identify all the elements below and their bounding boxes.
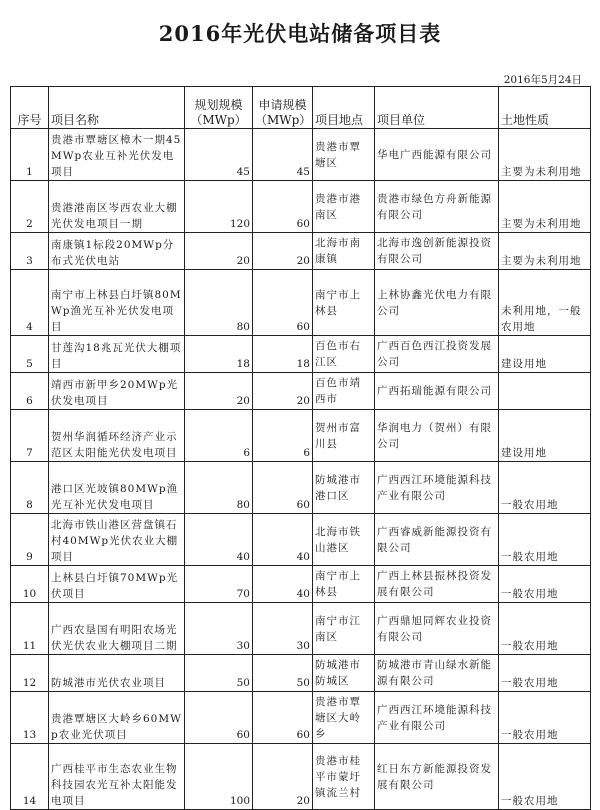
row-company: 广西百色西江投资发展公司 [375,336,499,373]
row-name: 贵港港南区岑西农业大棚光伏发电项目一期 [49,181,185,233]
header-planned: 规划规模（MWp） [185,87,253,129]
row-index: 11 [11,603,49,655]
row-location: 贵港市港南区 [313,181,375,233]
row-company: 广西睿威新能源投资有限公司 [375,514,499,566]
row-applied: 20 [253,373,313,410]
row-company: 红日东方新能源投资发展有限公司 [375,744,499,810]
row-land: 一般农用地 [499,692,591,744]
header-applied: 申请规模（MWp） [253,87,313,129]
row-location: 百色市右江区 [313,336,375,373]
row-location: 贵港市桂平市蒙圩镇流兰村 [313,744,375,810]
row-location: 北海市铁山港区 [313,514,375,566]
row-name: 甘莲沟18兆瓦光伏大棚项目 [49,336,185,373]
table-row [11,410,591,462]
row-planned: 70 [185,566,253,603]
table-row [11,270,591,336]
row-land: 主要为未利用地 [499,233,591,270]
row-applied: 20 [253,233,313,270]
table-row [11,514,591,566]
row-company: 广西拓瑞能源有限公司 [375,373,499,410]
row-name: 靖西市新甲乡20MWp光伏发电项目 [49,373,185,410]
row-land: 主要为未利用地 [499,181,591,233]
row-applied: 18 [253,336,313,373]
row-index: 13 [11,692,49,744]
row-name: 贵港覃塘区大岭乡60MWp农业光伏项目 [49,692,185,744]
table-row [11,603,591,655]
row-applied: 50 [253,655,313,692]
row-planned: 6 [185,410,253,462]
table-row [11,692,591,744]
row-company: 贵港市绿色方舟新能源有限公司 [375,181,499,233]
table-row [11,181,591,233]
row-planned: 20 [185,233,253,270]
row-index: 2 [11,181,49,233]
row-index: 7 [11,410,49,462]
row-land: 未利用地，一般农用地 [499,270,591,336]
row-planned: 50 [185,655,253,692]
row-location: 防城港市港口区 [313,462,375,514]
row-location: 贵港市覃塘区 [313,129,375,181]
row-planned: 18 [185,336,253,373]
row-land: 一般农用地 [499,566,591,603]
row-company: 上林协鑫光伏电力有限公司 [375,270,499,336]
row-company: 华润电力（贺州）有限公司 [375,410,499,462]
table-row [11,744,591,810]
row-name: 北海市铁山港区营盘镇石村40MWp光伏农业大棚项目 [49,514,185,566]
row-name: 南康镇1标段20MWp分布式光伏电站 [49,233,185,270]
row-planned: 30 [185,603,253,655]
row-name: 港口区光坡镇80MWp渔光互补光伏发电项目 [49,462,185,514]
table-row [11,655,591,692]
row-land: 主要为未利用地 [499,129,591,181]
row-land: 建设用地 [499,410,591,462]
row-location: 防城港市防城区 [313,655,375,692]
row-land: 建设用地 [499,336,591,373]
row-index: 6 [11,373,49,410]
row-index: 3 [11,233,49,270]
row-location: 百色市靖西市 [313,373,375,410]
row-company: 华电广西能源有限公司 [375,129,499,181]
row-company: 北海市逸创新能源投资有限公司 [375,233,499,270]
row-applied: 6 [253,410,313,462]
table-row [11,336,591,373]
row-company: 广西西江环境能源科技产业有限公司 [375,692,499,744]
row-index: 12 [11,655,49,692]
row-applied: 60 [253,692,313,744]
row-applied: 45 [253,129,313,181]
row-name: 贵港市覃塘区樟木一期45MWp农业互补光伏发电项目 [49,129,185,181]
row-applied: 30 [253,603,313,655]
row-planned: 60 [185,692,253,744]
row-name: 上林县白圩镇70MWp光伏项目 [49,566,185,603]
row-applied: 40 [253,566,313,603]
row-planned: 80 [185,270,253,336]
row-location: 南宁市上林县 [313,566,375,603]
row-index: 10 [11,566,49,603]
header-company: 项目单位 [375,87,499,129]
header-location: 项目地点 [313,87,375,129]
row-index: 14 [11,744,49,810]
row-planned: 45 [185,129,253,181]
row-land: 一般农用地 [499,514,591,566]
row-land: 一般农用地 [499,744,591,810]
row-index: 9 [11,514,49,566]
row-land [499,373,591,410]
header-name: 项目名称 [49,87,185,129]
row-applied: 60 [253,462,313,514]
row-applied: 60 [253,270,313,336]
table-row [11,233,591,270]
row-planned: 80 [185,462,253,514]
table-row [11,566,591,603]
row-company: 防城港市青山绿水新能源有限公司 [375,655,499,692]
row-company: 广西上林县振林投资发展有限公司 [375,566,499,603]
row-company: 广西西江环境能源科技产业有限公司 [375,462,499,514]
row-company: 广西鼎旭同辉农业投资有限公司 [375,603,499,655]
row-index: 4 [11,270,49,336]
header-index: 序号 [11,87,49,129]
row-name: 广西桂平市生态农业生物科技园农光互补太阳能发电项目 [49,744,185,810]
row-index: 8 [11,462,49,514]
row-location: 北海市南康镇 [313,233,375,270]
header-land: 土地性质 [499,87,591,129]
row-land: 一般农用地 [499,603,591,655]
row-land: 一般农用地 [499,462,591,514]
row-name: 防城港市光伏农业项目 [49,655,185,692]
table-row [11,373,591,410]
table-row [11,462,591,514]
row-land: 一般农用地 [499,655,591,692]
table-row [11,129,591,181]
row-planned: 20 [185,373,253,410]
row-name: 南宁市上林县白圩镇80MWp渔光互补光伏发电项目 [49,270,185,336]
row-planned: 100 [185,744,253,810]
document-title: 2016年光伏电站储备项目表 [158,21,442,46]
row-index: 5 [11,336,49,373]
row-location: 贵港市覃塘区大岭乡 [313,692,375,744]
row-applied: 40 [253,514,313,566]
row-location: 贺州市富川县 [313,410,375,462]
row-location: 南宁市上林县 [313,270,375,336]
row-planned: 120 [185,181,253,233]
document-date: 2016年5月24日 [503,74,582,86]
table-header-row [11,87,591,129]
row-applied: 20 [253,744,313,810]
project-table [10,86,591,810]
row-index: 1 [11,129,49,181]
row-name: 贺州华润循环经济产业示范区太阳能光伏发电项目 [49,410,185,462]
row-applied: 60 [253,181,313,233]
row-planned: 40 [185,514,253,566]
row-name: 广西农垦国有明阳农场光伏光伏农业大棚项目二期 [49,603,185,655]
row-location: 南宁市江南区 [313,603,375,655]
